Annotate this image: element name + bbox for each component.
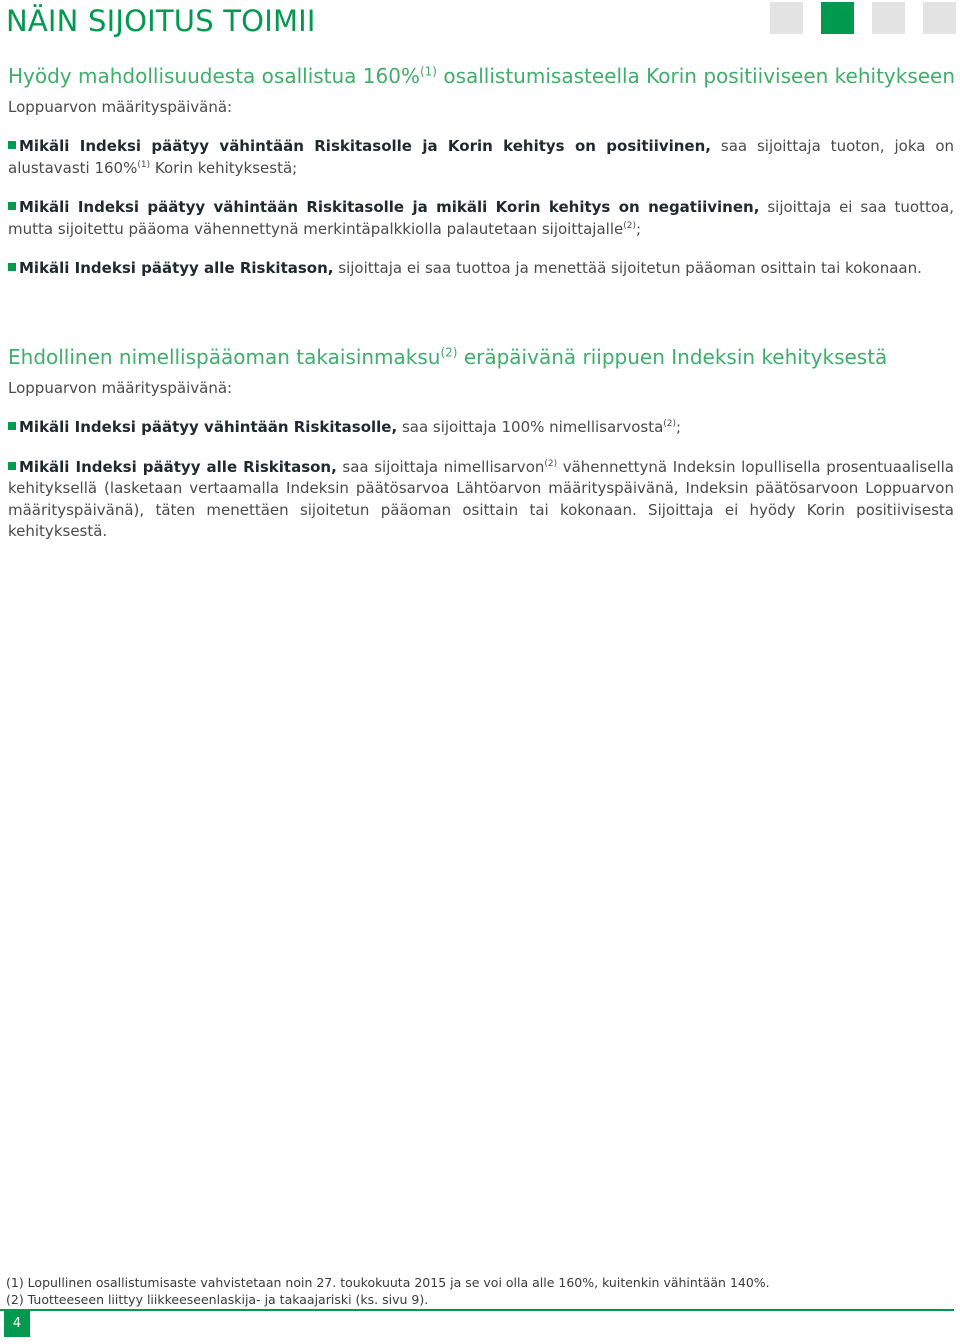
- section-heading-capital-repayment: [8, 345, 954, 369]
- square-bullet-icon: [8, 141, 16, 149]
- item-text: saa sijoittaja 100% nimellisarvosta: [397, 418, 664, 436]
- footnotes: [6, 1274, 954, 1308]
- section-capital-repayment: [8, 345, 954, 561]
- square-bullet-icon: [8, 422, 16, 430]
- section-participation: [8, 64, 954, 298]
- nav-square-1[interactable]: [770, 2, 803, 34]
- heading-text: Ehdollinen nimellispääoman takaisinmaksu: [8, 345, 441, 369]
- section-heading-participation: [8, 64, 954, 88]
- section-subline: Loppuarvon määrityspäivänä:: [8, 379, 233, 397]
- list-item-below-risk-level: [8, 457, 954, 543]
- heading-text: eräpäivänä riippuen Indeksin kehityksestä: [457, 345, 888, 369]
- heading-text: osallistumisasteella Korin positiiviseen kehitykseen: [436, 64, 956, 88]
- footnote-ref: (2): [663, 419, 677, 429]
- list-item-at-least-risk-level: [8, 417, 954, 439]
- list-item-negative-basket: [8, 197, 954, 240]
- page-title: NÄIN SIJOITUS TOIMII: [6, 4, 316, 38]
- item-lead: Mikäli Indeksi päätyy vähintään Riskitasolle ja Korin kehitys on positiivinen,: [19, 137, 711, 155]
- page-navigation-squares: [770, 2, 956, 34]
- square-bullet-icon: [8, 202, 16, 210]
- square-bullet-icon: [8, 263, 16, 271]
- footnote-2: (2) Tuotteeseen liittyy liikkeeseenlaskija- ja takaajariski (ks. sivu 9).: [6, 1292, 429, 1307]
- item-lead: Mikäli Indeksi päätyy alle Riskitason,: [19, 457, 337, 476]
- square-bullet-icon: [8, 462, 16, 470]
- item-text: vähennettynä Indeksin lopullisella prosentuaalisella kehityksellä (lasketaan vertaamalla Indeksin päätösarvoa Lähtöarvon määrityspäivänä, Indeksin päätösarvoon Loppuarvon määrityspäivänä), täten menettäen sijoitetun pääoman osittain tai kokonaan. Sijoittaja ei hyödy Korin positiivisesta kehityksestä.: [8, 457, 954, 540]
- item-text: sijoittaja ei saa tuottoa ja menettää sijoitetun pääoman osittain tai kokonaan.: [333, 259, 922, 277]
- item-lead: Mikäli Indeksi päätyy vähintään Riskitasolle ja mikäli Korin kehitys on negatiivinen,: [19, 198, 760, 216]
- item-lead: Mikäli Indeksi päätyy alle Riskitason,: [19, 259, 334, 277]
- item-lead: Mikäli Indeksi päätyy vähintään Riskitasolle,: [19, 418, 398, 436]
- item-text: Korin kehityksestä;: [150, 158, 298, 177]
- footer-divider: [0, 1309, 954, 1311]
- item-text: ;: [635, 219, 642, 238]
- nav-square-2-active[interactable]: [821, 2, 854, 34]
- footnote-ref: (1): [419, 64, 437, 79]
- footnote-1: (1) Lopullinen osallistumisaste vahvistetaan noin 27. toukokuuta 2015 ja se voi olla alle 160%, kuitenkin vähintään 140%.: [6, 1275, 770, 1290]
- item-text: saa sijoittaja tuoton, joka on alustavasti 160%: [8, 137, 955, 177]
- footnote-ref: (2): [544, 458, 558, 469]
- footnote-ref: (2): [623, 220, 636, 231]
- section-subline: Loppuarvon määrityspäivänä:: [8, 98, 233, 116]
- list-item-below-risk-level: [8, 258, 954, 280]
- list-item-positive-basket: [8, 136, 954, 179]
- nav-square-3[interactable]: [872, 2, 905, 34]
- footnote-ref: (1): [137, 159, 151, 170]
- item-text: sijoittaja ei saa tuottoa, mutta sijoitettu pääoma vähennettynä merkintäpalkkiolla palautetaan sijoittajalle: [8, 198, 954, 238]
- item-text: saa sijoittaja nimellisarvon: [336, 457, 545, 476]
- nav-square-4[interactable]: [923, 2, 956, 34]
- footnote-ref: (2): [440, 345, 458, 360]
- heading-text: Hyödy mahdollisuudesta osallistua 160%: [8, 64, 420, 88]
- page-number: 4: [4, 1310, 30, 1337]
- item-text: ;: [676, 418, 682, 436]
